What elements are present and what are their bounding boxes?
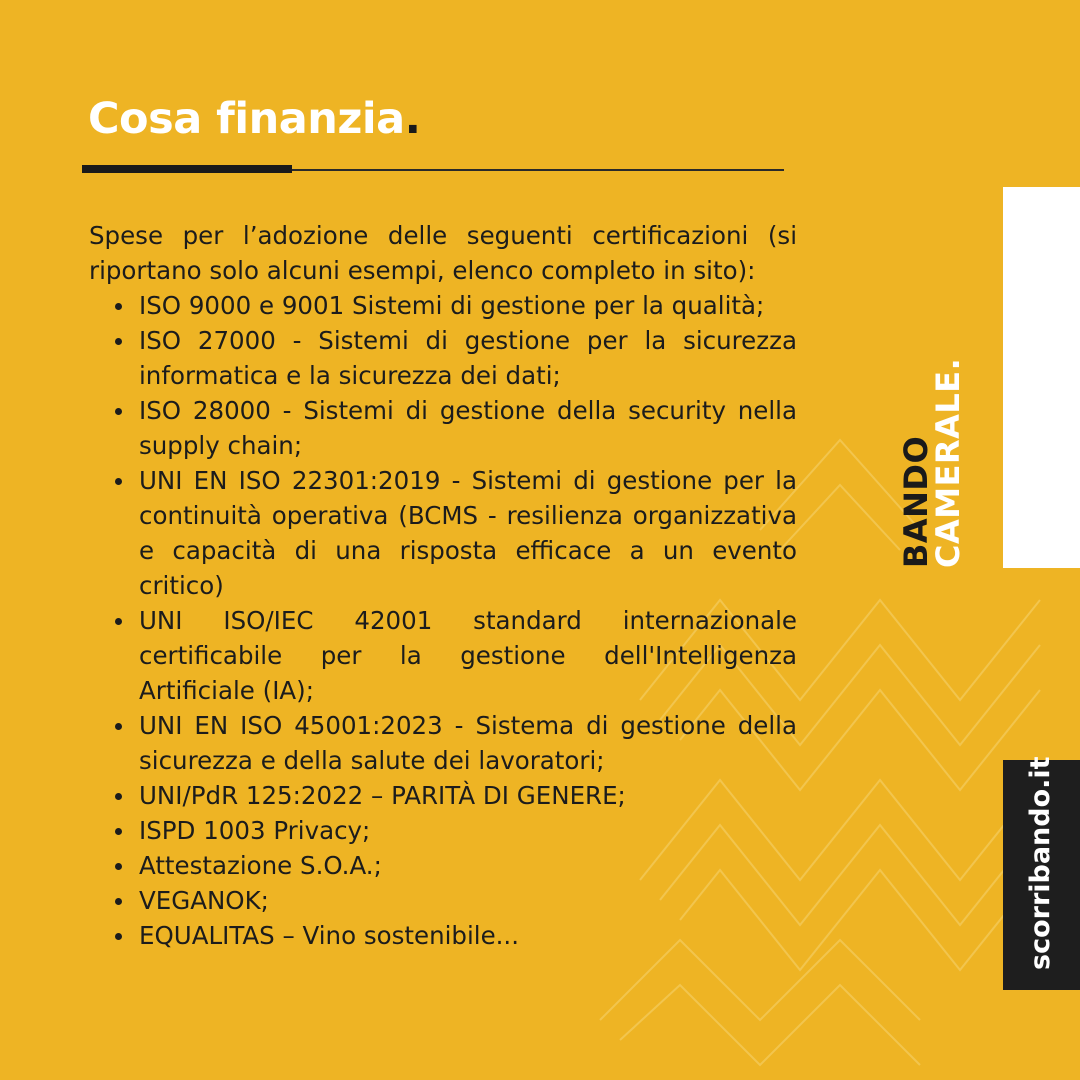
bullet-icon — [115, 338, 122, 345]
list-item — [89, 708, 797, 778]
website-link[interactable]: scorribando.it — [1025, 756, 1056, 970]
brand-line-bando: BANDO — [897, 435, 935, 568]
list-item-text: ISO 28000 - Sistemi di gestione della security nella supply chain; — [139, 396, 797, 460]
brand-line-camerale: CAMERALE. — [929, 357, 967, 568]
list-item-text: Attestazione S.O.A.; — [139, 851, 382, 880]
title-text: Cosa finanzia — [88, 94, 405, 144]
content-body — [89, 218, 797, 953]
page-title — [88, 96, 421, 143]
bullet-icon — [115, 863, 122, 870]
bullet-icon — [115, 933, 122, 940]
title-dot: . — [404, 94, 421, 144]
bullet-icon — [115, 618, 122, 625]
intro-paragraph: Spese per l’adozione delle seguenti certificazioni (si riportano solo alcuni esempi, elenco completo in sito): — [89, 221, 797, 285]
list-item — [89, 883, 797, 918]
list-item-text: VEGANOK; — [139, 886, 269, 915]
list-item-text: EQUALITAS – Vino sostenibile... — [139, 921, 520, 950]
list-item — [89, 813, 797, 848]
list-item — [89, 393, 797, 463]
bullet-icon — [115, 898, 122, 905]
list-item-text: ISO 27000 - Sistemi di gestione per la sicurezza informatica e la sicurezza dei dati; — [139, 326, 797, 390]
brand-label — [897, 357, 967, 568]
bullet-icon — [115, 408, 122, 415]
certification-list — [89, 288, 797, 953]
bullet-icon — [115, 478, 122, 485]
list-item — [89, 463, 797, 603]
title-underline-accent — [82, 165, 292, 173]
list-item — [89, 778, 797, 813]
list-item-text: ISPD 1003 Privacy; — [139, 816, 371, 845]
list-item — [89, 603, 797, 708]
bullet-icon — [115, 723, 122, 730]
bullet-icon — [115, 793, 122, 800]
list-item — [89, 848, 797, 883]
list-item-text: UNI ISO/IEC 42001 standard internazionale certificabile per la gestione dell'Intelligenza Artificiale (IA); — [139, 606, 797, 705]
list-item — [89, 918, 797, 953]
bullet-icon — [115, 828, 122, 835]
list-item — [89, 323, 797, 393]
list-item — [89, 288, 797, 323]
list-item-text: ISO 9000 e 9001 Sistemi di gestione per la qualità; — [139, 291, 765, 320]
list-item-text: UNI EN ISO 22301:2019 - Sistemi di gestione per la continuità operativa (BCMS - resilienza organizzativa e capacità di una risposta efficace a un evento critico) — [139, 466, 797, 600]
list-item-text: UNI/PdR 125:2022 – PARITÀ DI GENERE; — [139, 781, 626, 810]
list-item-text: UNI EN ISO 45001:2023 - Sistema di gestione della sicurezza e della salute dei lavoratori; — [139, 711, 797, 775]
side-panel-light — [1003, 187, 1080, 568]
bullet-icon — [115, 303, 122, 310]
